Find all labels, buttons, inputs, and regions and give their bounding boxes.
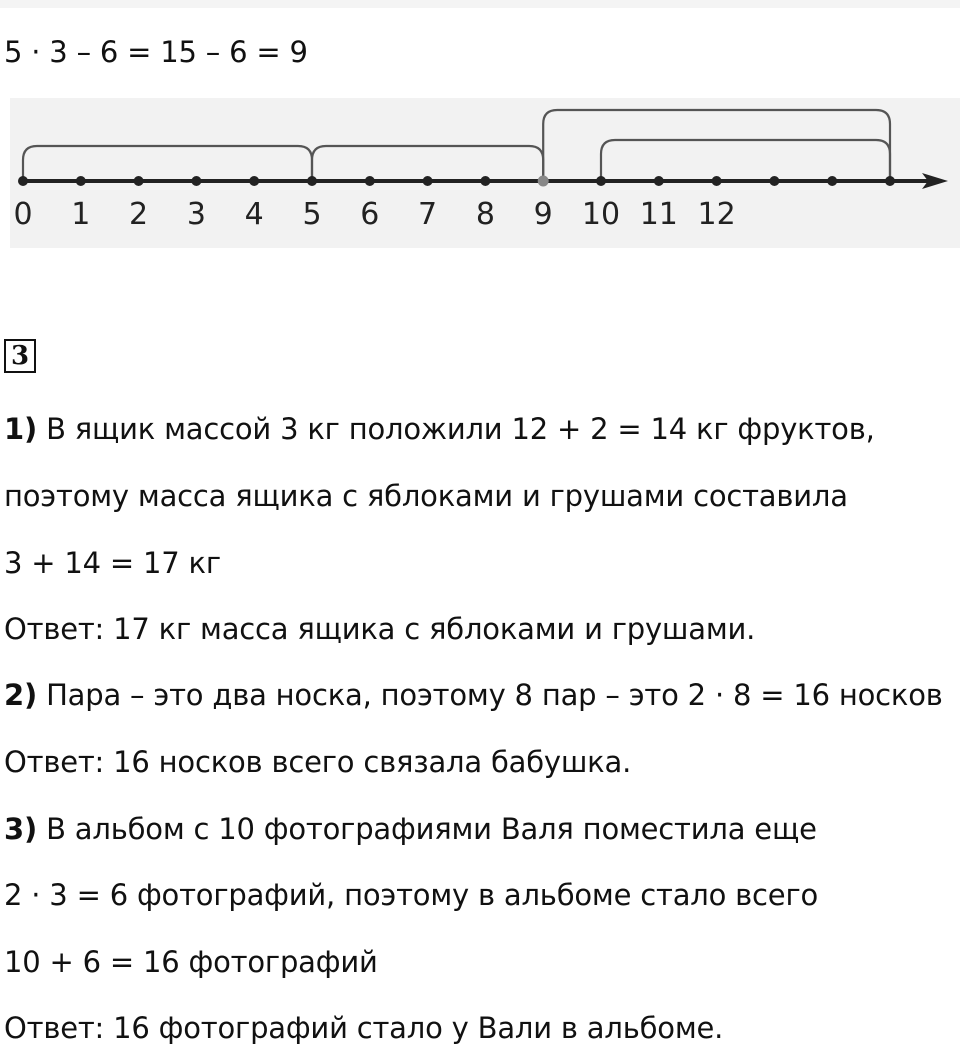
solution-3-line-3: 10 + 6 = 16 фотографий xyxy=(4,945,378,979)
jump-arc-lower-2 xyxy=(312,146,543,179)
solution-1-line-3: 3 + 14 = 17 кг xyxy=(4,546,221,580)
tick-point-13 xyxy=(769,176,779,186)
tick-label-2: 2 xyxy=(129,197,149,232)
tick-label-4: 4 xyxy=(244,197,264,232)
task-number: 3 xyxy=(4,339,36,373)
tick-label-9: 9 xyxy=(533,197,553,232)
number-line xyxy=(10,98,960,248)
tick-point-10 xyxy=(596,176,606,186)
tick-point-9 xyxy=(538,176,549,187)
solution-1-label: 1) xyxy=(4,412,38,446)
tick-label-6: 6 xyxy=(360,197,380,232)
equation: 5 · 3 – 6 = 15 – 6 = 9 xyxy=(4,35,308,69)
tick-point-7 xyxy=(423,176,433,186)
tick-label-0: 0 xyxy=(13,197,33,232)
tick-point-3 xyxy=(191,176,201,186)
tick-point-1 xyxy=(76,176,86,186)
number-line-figure xyxy=(10,98,960,248)
jump-arc-lower-1 xyxy=(23,146,312,179)
tick-label-11: 11 xyxy=(639,197,678,232)
solution-1-text-1: В ящик массой 3 кг положили 12 + 2 = 14 кг фруктов, xyxy=(46,412,875,446)
solution-3-text-1: В альбом с 10 фотографиями Валя поместила еще xyxy=(46,812,817,846)
tick-point-15 xyxy=(885,176,895,186)
solution-3-answer: Ответ: 16 фотографий стало у Вали в альбоме. xyxy=(4,1011,724,1045)
tick-label-10: 10 xyxy=(581,197,621,232)
solution-2-line-1 xyxy=(4,677,943,713)
jump-arc-upper-1 xyxy=(601,140,890,179)
tick-point-2 xyxy=(134,176,144,186)
solution-1-line-2: поэтому масса ящика с яблоками и грушами составила xyxy=(4,479,848,513)
jump-arc-upper-2 xyxy=(543,110,890,179)
solution-1-line-1 xyxy=(4,411,875,447)
tick-point-6 xyxy=(365,176,375,186)
solution-1-answer: Ответ: 17 кг масса ящика с яблоками и грушами. xyxy=(4,612,756,646)
tick-label-3: 3 xyxy=(186,197,206,232)
tick-point-5 xyxy=(307,176,317,186)
solution-2-text-1: Пара – это два носка, поэтому 8 пар – это 2 · 8 = 16 носков xyxy=(46,678,943,712)
tick-label-12: 12 xyxy=(697,197,736,232)
tick-label-8: 8 xyxy=(475,197,495,232)
solution-3-line-1 xyxy=(4,811,817,847)
tick-label-5: 5 xyxy=(302,197,322,232)
tick-point-14 xyxy=(827,176,837,186)
tick-point-8 xyxy=(480,176,490,186)
tick-point-11 xyxy=(654,176,664,186)
solution-2-answer: Ответ: 16 носков всего связала бабушка. xyxy=(4,745,632,779)
tick-label-7: 7 xyxy=(418,197,438,232)
tick-point-0 xyxy=(18,176,28,186)
tick-point-12 xyxy=(712,176,722,186)
top-strip xyxy=(0,0,960,8)
solution-3-label: 3) xyxy=(4,812,38,846)
solution-3-line-2: 2 · 3 = 6 фотографий, поэтому в альбоме стало всего xyxy=(4,878,819,912)
solution-2-label: 2) xyxy=(4,678,38,712)
tick-label-1: 1 xyxy=(71,197,91,232)
tick-point-4 xyxy=(249,176,259,186)
